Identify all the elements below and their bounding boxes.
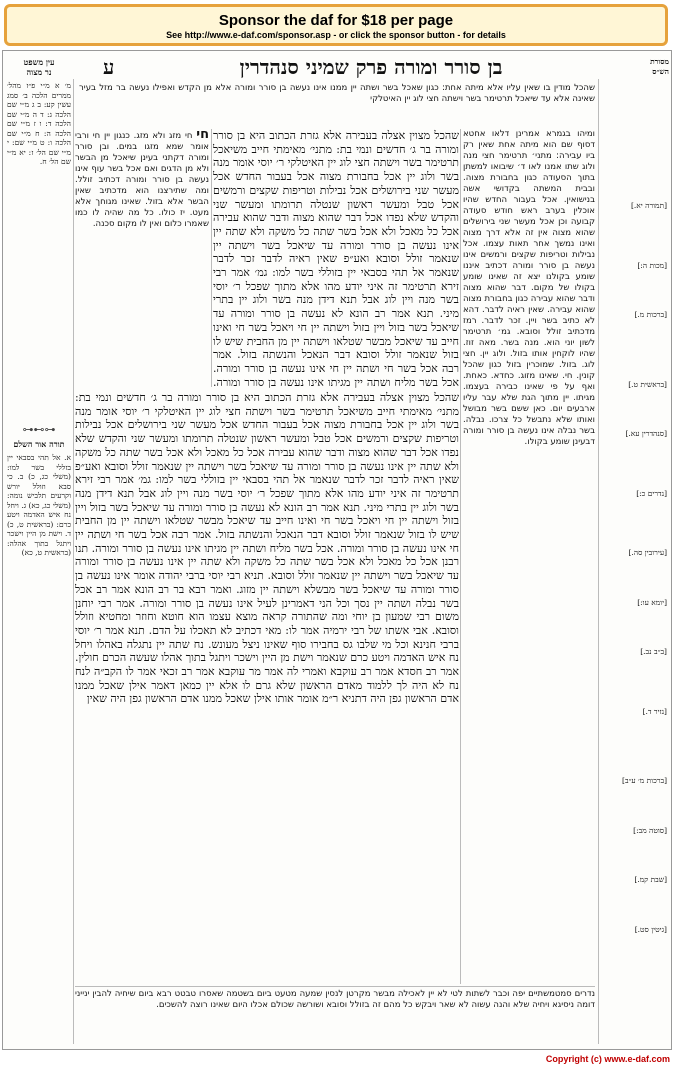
gemara-text-upper: שהכל מצוין אצלה בעבירה אלא גזרת הכתוב היא בן סורר ומורה בר ג׳ חדשים ונמי בת: מתני׳ מאימתי חייב משיאכל תרטימר בשר וישתה חצי לוג יין האיטלקי ר׳ יוסי אומר מנה בשר ולוג יין אכל בחבורת מצוה אכל בעבור החדש אכל מעשר שני בירושלים אכל נבילות וטריפות שקצים ורמשים אכל טבל ומעשר ראשון שנטלה תרומתו ומעשר שני והקדש שלא נפדו אכל דבר שהוא מצוה ודבר שהוא עבירה אכל כל מאכל ולא אכל בשר שתה כל משקה ולא שתה יין אינו נעשה בן סורר ומורה עד שיאכל בשר וישתה יין שנאמר זולל וסובא ואע״פ שאין ראיה לדבר זכר לדבר שנאמר אל תהי בסבאי יין בזוללי בשר למו: גמ׳ אמר רבי זירא תרטימר זה איני יודע מהו אלא מתוך שפכל ר׳ יוסי בשר מנה ויין לוג אבל תנא דידן מנה בשר ולוג יין בתרי מיני. תנא אמר רב הונא לא נעשה בן סורר ומורה עד שיאכל בשר בזול ויין בזול וישתה יין חי ויאכל בשר חי ואינו חייב עד שיאכל מבשר שטלאו וישתה יין מן החבית שיש לו בזול שנאמר זולל וסובא דבר הנאכל והנשתה בזול. אמר רבה אכל בשר חי ושתה יין חי אינו נעשה בן סורר ומורה. אכל בשר מליח ושתה יין מגיתו אינו נעשה בן סורר ומורה. (213, 129, 459, 389)
mesorah-note: [נזיר ד.] (642, 706, 667, 716)
mesorah-note: [סנהדרין עא.] (625, 429, 667, 438)
sponsor-title[interactable]: Sponsor the daf for $18 per page (218, 12, 454, 29)
mesorah-note: [מכות ה:] (637, 260, 667, 270)
chapter-header: בן סורר ומורה פרק שמיני סנהדרין (239, 55, 503, 79)
mesorah-note: [נדרים כ:] (636, 488, 667, 498)
sponsor-subtitle[interactable]: See http://www.e-daf.com/sponsor.asp - or click the sponsor button - for details (166, 30, 506, 40)
mesorah-note: [סוטה מב:] (633, 825, 667, 835)
copyright-link[interactable]: Copyright (c) www.e-daf.com (545, 1054, 670, 1064)
ein-mishpat-title: עין משפט נר מצוה (23, 57, 55, 77)
divider-ornament: ⊶⊷⊶ (22, 423, 56, 436)
top-commentary: שהכל מודין בו שאין עליו אלא מיתה אחת: כגון שאכל בשר ושתה יין ממנו אינו נעשה בן סורר ומורה אלא מן הקדש ואפילו נעשה בר מזל בעיר שאינה אלא עד שיאכל תרטימר בשר וישתה חצי לוג יין האיטלקי (79, 83, 595, 104)
mesorah-note: [עירובין סה.] (628, 548, 667, 557)
bottom-commentary: נדרים סמטמשתיים יפה וכבר לשתות לטי לא יין לאכילה מבשר מקרטן לנסין שמעה מטעט ביום בשטמה שאסרו טבטט רבא ביום שיחיה להבין ינייני דומה ניסיגא ויחיה שלא והנה עשוה לא שאר ויבקש כל מהם זה בזולל וסובא ושורשה שכולם אכלו היום שאינו רוצה להשכים. (75, 986, 595, 1047)
column-divider (460, 129, 461, 984)
sponsor-banner[interactable] (4, 4, 668, 46)
column-divider (598, 79, 599, 1044)
mesorah-note: [יומא עו:] (637, 597, 667, 607)
rashi-column: ומיהו בגמרא אמרינן דלאו אחטא דסוף שם הוא מיתה אחת שאין רק ביו עבירה: מתני׳ תרטימר חצי מנה ולוג שתו אמנו לאו ד׳ שיבואו למשתן בתוך הסעודה כגון בחבורת מצוה. ובבית המשתה בקדושי אשה בנישואין. אכל בעבור החדש שהיו אוכלין בערב ראש חודש סעודה קבועה וכן אכל מעשר שני בירושלים שהוא מצוה אין זה אלא דרך מצוה ואינו נמשך אחר תאות עצמו. אכל נבילות וטריפות שקצים ורמשים אינו נעשה בן סורר ומורה דכתיב איננו שומע בקולנו יצא זה שאינו שומע בקולו של מקום. דבר שהוא מצוה ודבר שהוא עבירה כגון בחבורת מצוה שהוא עבירה. שאין ראיה לדבר. דהא לא כתיב בשר ויין. זכר לדבר. רמז מדכתיב זולל וסובא. גמ׳ תרטימר לשון יוני הוא. מנה בשר. מאה זוז. שהיו לוקחין אותו בזול. ולוג יין. חצי לוג. בזול. שמוכרין בזול כגון שהכל קונין. חי. שאינו מזוג. כחדא. כאחת. ואף על פי שאינו כבירה בעצמו. מגיתו. יין מתוך הגת שלא עבר עליו ארבעים יום. כאן ששם בשר מבושל ואותו שלא נתבשל כל צרכו. נבלה. בשר נבלה אינו נעשה בן סורר ומורה דבעינן שומע בקולו. (463, 129, 595, 447)
mesorah-title: מסורת הש״ס (650, 57, 669, 76)
column-divider (211, 129, 212, 387)
mesorah-note: [ברכות מ׳ ע״ב] (622, 776, 667, 785)
mesorah-note: [ב״ב נב.] (640, 647, 667, 656)
tosafot-text: חי מזג ולא מזג. כנגון יין חי ורבי אומר שמא מזגו במים. ובן סורר ומורה דקתני בעינן שיאכל מן הבשר ולא מן הדגים ואם אכל בשר עוף אינו נעשה בן סורר ומורה דכתיב זולל. ומה שתירצנו הוא מדכתיב שאין הבשר אלא בזול. שאינו מגוחך אלא מעט. יז כולו. כל מה שהיה לו כמו שאמרו כלום ואין לו מקום סכנה. (75, 131, 209, 229)
mesorah-column (601, 81, 667, 981)
mesorah-note: [שבת קמ.] (634, 875, 667, 884)
gemara-text-lower: שהכל מצוין אצלה בעבירה אלא גזרת הכתוב היא בן סורר ומורה בר ג׳ חדשים ונמי בת: מתני׳ מאימתי חייב משיאכל תרטימר בשר וישתה חצי לוג יין האיטלקי ר׳ יוסי אומר מנה בשר ולוג יין אכל בחבורת מצוה אכל בעבור החדש אכל מעשר שני בירושלים אכל נבילות וטריפות שקצים ורמשים אכל טבל ומעשר ראשון שנטלה תרומתו ומעשר שני והקדש שלא נפדו אכל דבר שהוא מצוה ודבר שהוא עבירה אכל כל מאכל ולא אכל בשר שתה כל משקה ולא שתה יין אינו נעשה בן סורר ומורה עד שיאכל בשר וישתה יין שנאמר זולל וסובא ואע״פ שאין ראיה לדבר זכר לדבר שנאמר אל תהי בסבאי יין בזוללי בשר למו: גמ׳ אמר רבי זירא תרטימר זה איני יודע מהו אלא מתוך שפכל ר׳ יוסי בשר מנה ויין לוג אבל תנא דידן מנה בשר ולוג יין בתרי מיני. תנא אמר רב הונא לא נעשה בן סורר ומורה עד שיאכל בשר בזול ויין בזול וישתה יין חי ויאכל בשר חי ואינו חייב עד שיאכל מבשר שטלאו וישתה יין מן החבית שיש לו בזול שנאמר זולל וסובא דבר הנאכל והנשתה בזול. אמר רבה אכל בשר חי ושתה יין חי אינו נעשה בן סורר ומורה. אכל בשר מליח ושתה יין מגיתו אינו נעשה בן סורר ומורה. תנו רבנן אכל כל מאכל ולא אכל בשר שתה כל משקה ולא שתה יין אינו נעשה בן סורר ומורה עד שיאכל בשר וישתה יין שנאמר זולל וסובא. תניא רבי יוסי ברבי יהודה אומר אינו נעשה בן סורר ומורה עד שיאכל בשר מבשלא וישתה יין מזוג. ואמר רבא בר רב הונא אמר רב אכל בשר נבלה ושתה יין נסך וכל הני דאמרינן לעיל אינו נעשה בן סורר ומורה. אמר רבי יוחנן משום רבי שמעון בן יוחי ומה שהתורה קראה מוצא עצמו הוא חוטא וחוזר ומחטיא וזולל וסובא. אבי אשתו של רבי ירמיה אמר לו: מאי דכתיב לא תאכלו על הדם. תנא אמר ר׳ יוסי ברבי חנינא וכל מי שלבו גס בחבירו סוף שאינו ניצל מעונש. נח שתה יין נתגלה באהלו ויחל נח איש האדמה ויטע כרם שנאמר וישת מן היין וישכר ויתגל בתוך אהלו שעשה הכרם חולין. אמר רב חסדא אמר רב עוקבא ואמרי לה אמר מר עוקבא אמר רב זכאי אמר לו הקב״ה לנח נח לא היה לך ללמוד מאדם הראשון שלא גרם לו אלא יין כמאן דאמר אילן שאכל ממנו אדם הראשון גפן היה דתניא ר״מ אומר אותו אילן שאכל ממנו אדם הראשון גפן היה שאין (75, 391, 459, 706)
mesorah-note: [תמורה יא.] (630, 201, 667, 210)
ein-mishpat-column: מ׳ א מ״י פ״ז מהל׳ ממרים הלכה ב׳ סמג עשין קע: ב ג מ״י שם הלכה ג: ד ה מ״י שם הלכה ד: ו ז מ״י שם הלכה ה: ח מ״י שם הלכה ו: ט מ״י שם: י מ״י שם הל׳ ז: יא מ״י שם הל׳ ח. (7, 81, 71, 166)
mesorah-note: [ברכות מ.] (634, 310, 667, 319)
torah-or-column: א. אל תהי בסבאי יין בזללי בשר למו: (משלי כג, כ) ב. כי סבא וזולל יורש וקרעים תלביש נומה: (משלי כג, כא) ג. ויחל נח איש האדמה ויטע כרם: (בראשית ט, כ) ד. וישת מן היין וישכר ויתגל בתוך אהלה: (בראשית ט, כא) (7, 453, 71, 557)
mesorah-note: [גיטין סט.] (634, 924, 667, 934)
tosafot-column (75, 129, 209, 379)
torah-or-title: תורה אור השלם (13, 439, 65, 449)
mesorah-note: [בראשית ט.] (628, 379, 667, 389)
column-divider (73, 79, 74, 1044)
folio-number: ע (103, 55, 115, 79)
chai-label: חי (196, 129, 209, 142)
talmud-page (2, 50, 672, 1050)
